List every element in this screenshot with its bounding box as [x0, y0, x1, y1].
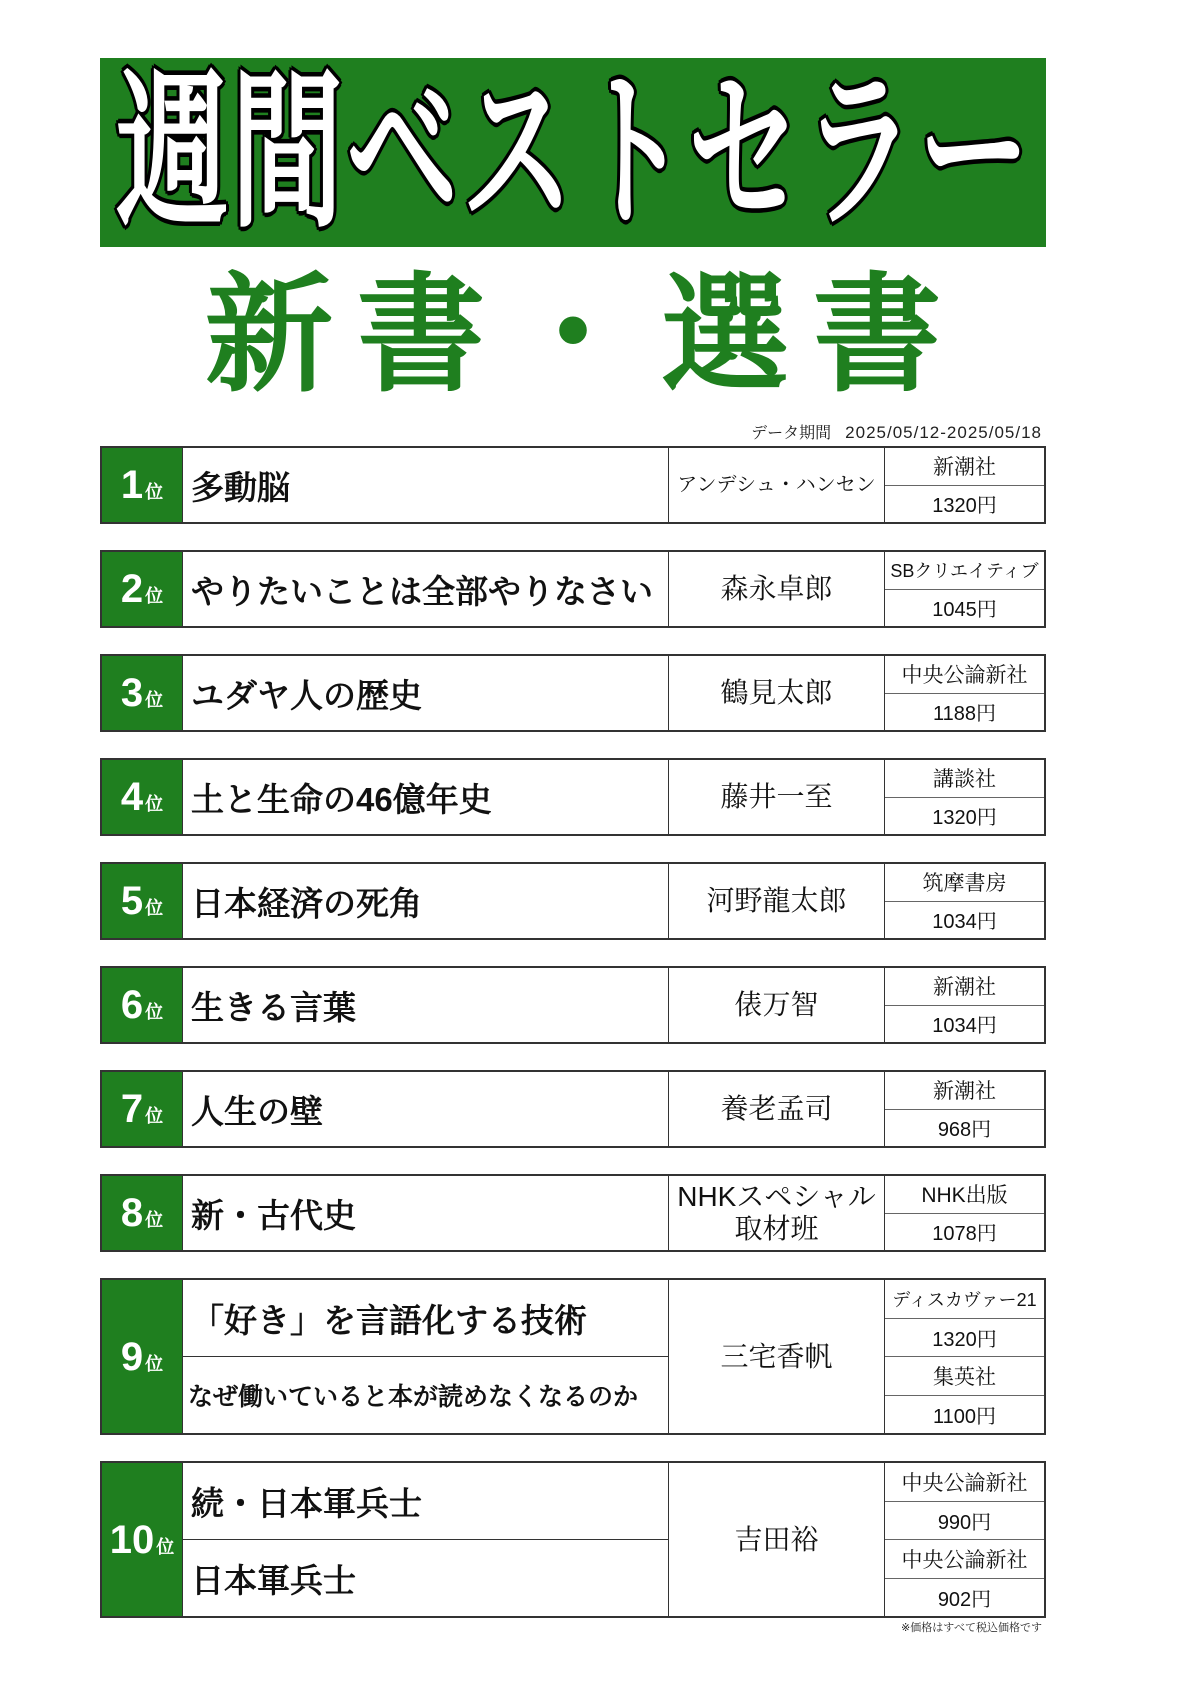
publisher-name: 中央公論新社: [901, 1471, 1028, 1495]
rank-badge: [102, 968, 182, 1042]
author-cell: [668, 1280, 884, 1433]
price: 1078円: [885, 1213, 1044, 1251]
book-title: 新・古代史: [191, 1196, 356, 1234]
page-title: 週間ベストセラー: [116, 58, 1033, 247]
rank-label: [121, 673, 163, 713]
publisher-name: 新潮社: [933, 1080, 996, 1104]
rank-number: 3: [120, 671, 144, 715]
publisher-cell: [884, 1176, 1044, 1250]
bestseller-row: [100, 1461, 1046, 1618]
publisher-name: ディスカヴァー21: [892, 1289, 1037, 1310]
rank-suffix: 位: [145, 482, 164, 502]
price: 1320円: [885, 1318, 1044, 1357]
banner: [100, 58, 1046, 247]
price: 902円: [885, 1578, 1044, 1617]
bestseller-row: [100, 758, 1046, 836]
author-name: 藤井一至: [720, 781, 833, 812]
bestseller-row: [100, 966, 1046, 1044]
author-name: 河野龍太郎: [706, 885, 847, 916]
book-title: なぜ働いていると本が読めなくなるのか: [183, 1356, 668, 1433]
rank-suffix: 位: [145, 1106, 164, 1126]
price: 968円: [885, 1109, 1044, 1147]
bestseller-row: [100, 1070, 1046, 1148]
rank-badge: [102, 864, 182, 938]
price: 1320円: [885, 485, 1044, 523]
rank-label: [121, 985, 163, 1025]
data-period: [751, 423, 1042, 444]
book-title: やりたいことは全部やりなさい: [191, 572, 653, 610]
book-title: 生きる言葉: [191, 988, 356, 1026]
publisher-name: SBクリエイティブ: [890, 561, 1039, 582]
author-name: アンデシュ・ハンセン: [677, 474, 876, 496]
author-name: 鶴見太郎: [720, 677, 833, 708]
title-cell: [182, 760, 668, 834]
publisher-name: 筑摩書房: [922, 872, 1007, 896]
author-cell: [668, 552, 884, 626]
book-title: 多動脳: [191, 468, 290, 506]
author-name: 養老孟司: [720, 1093, 833, 1124]
rank-label: [121, 777, 163, 817]
rank-label: [109, 1517, 175, 1562]
title-cell: [182, 968, 668, 1042]
book-title: 「好き」を言語化する技術: [191, 1301, 587, 1339]
rank-suffix: 位: [145, 1353, 164, 1374]
author-cell: [668, 1463, 884, 1616]
publisher-cell: [884, 1280, 1044, 1433]
title-cell: [182, 1280, 668, 1433]
author-cell: [668, 760, 884, 834]
author-name: 森永卓郎: [720, 573, 833, 604]
bestseller-row: [100, 1278, 1046, 1435]
rank-label: [121, 881, 163, 921]
publisher-name: 中央公論新社: [885, 1539, 1044, 1578]
book-title: 日本経済の死角: [191, 884, 422, 922]
rank-number: 2: [120, 567, 144, 611]
author-cell: [668, 864, 884, 938]
publisher-cell: [884, 1463, 1044, 1616]
price: 990円: [885, 1501, 1044, 1540]
publisher-cell: [884, 552, 1044, 626]
publisher-cell: [884, 448, 1044, 522]
publisher-cell: [884, 864, 1044, 938]
rank-badge: [102, 1072, 182, 1146]
author-cell: [668, 448, 884, 522]
rank-badge: [102, 656, 182, 730]
publisher-name: 新潮社: [933, 976, 996, 1000]
price: 1045円: [885, 589, 1044, 627]
rank-label: [121, 569, 163, 609]
author-name: 三宅香帆: [720, 1340, 833, 1372]
rank-number: 6: [120, 983, 144, 1027]
title-cell: [182, 656, 668, 730]
price: 1100円: [885, 1395, 1044, 1434]
author-cell: [668, 1176, 884, 1250]
book-title: 土と生命の46億年史: [191, 780, 492, 818]
rank-number: 10: [109, 1517, 155, 1562]
book-title: 人生の壁: [191, 1092, 323, 1130]
rank-badge: [102, 1176, 182, 1250]
author-name: 取材班: [734, 1213, 819, 1244]
author-cell: [668, 968, 884, 1042]
bestseller-row: [100, 550, 1046, 628]
rank-badge: [102, 1463, 182, 1616]
publisher-name: 新潮社: [933, 456, 996, 480]
rank-label: [121, 1193, 163, 1233]
title-cell: [182, 1463, 668, 1616]
title-cell: [182, 864, 668, 938]
publisher-name: 講談社: [933, 768, 996, 792]
publisher-cell: [884, 1072, 1044, 1146]
title-cell: [182, 1176, 668, 1250]
bestseller-row: [100, 862, 1046, 940]
author-cell: [668, 1072, 884, 1146]
title-cell: [182, 552, 668, 626]
price: 1188円: [885, 693, 1044, 731]
rank-number: 1: [120, 463, 144, 507]
rank-badge: [102, 1280, 182, 1433]
book-title: ユダヤ人の歴史: [191, 676, 422, 714]
rank-number: 4: [120, 775, 144, 819]
bestseller-row: [100, 446, 1046, 524]
rank-badge: [102, 760, 182, 834]
rank-number: 8: [120, 1191, 144, 1235]
publisher-name: NHK出版: [921, 1184, 1008, 1208]
publisher-cell: [884, 656, 1044, 730]
author-name: 俵万智: [734, 989, 819, 1020]
rank-number: 9: [120, 1334, 144, 1379]
rank-suffix: 位: [145, 586, 164, 606]
rank-suffix: 位: [145, 794, 164, 814]
price: 1034円: [885, 901, 1044, 939]
rank-suffix: 位: [145, 898, 164, 918]
author-cell: [668, 656, 884, 730]
rank-badge: [102, 448, 182, 522]
publisher-name: 集英社: [885, 1356, 1044, 1395]
title-cell: [182, 1072, 668, 1146]
author-name: NHKスペシャル: [677, 1181, 876, 1212]
rank-suffix: 位: [145, 1210, 164, 1230]
bestseller-row: [100, 1174, 1046, 1252]
rank-number: 5: [120, 879, 144, 923]
data-period-label: データ期間: [751, 425, 832, 442]
publisher-cell: [884, 760, 1044, 834]
rank-number: 7: [120, 1087, 144, 1131]
data-period-value: 2025/05/12-2025/05/18: [845, 423, 1042, 442]
book-title: 続・日本軍兵士: [191, 1484, 422, 1522]
rank-badge: [102, 552, 182, 626]
rank-suffix: 位: [145, 1002, 164, 1022]
bestseller-list: [100, 446, 1046, 1644]
rank-label: [121, 465, 163, 505]
price: 1034円: [885, 1005, 1044, 1043]
price: 1320円: [885, 797, 1044, 835]
author-name: 吉田裕: [734, 1523, 819, 1555]
rank-label: [121, 1089, 163, 1129]
price-footnote: ※価格はすべて税込価格です: [901, 1622, 1042, 1634]
bestseller-row: [100, 654, 1046, 732]
publisher-cell: [884, 968, 1044, 1042]
book-title: 日本軍兵士: [183, 1539, 668, 1616]
publisher-name: 中央公論新社: [901, 664, 1028, 688]
rank-suffix: 位: [156, 1536, 175, 1557]
rank-label: [120, 1334, 164, 1379]
category-title: 新書・選書: [204, 264, 965, 407]
title-cell: [182, 448, 668, 522]
rank-suffix: 位: [145, 690, 164, 710]
